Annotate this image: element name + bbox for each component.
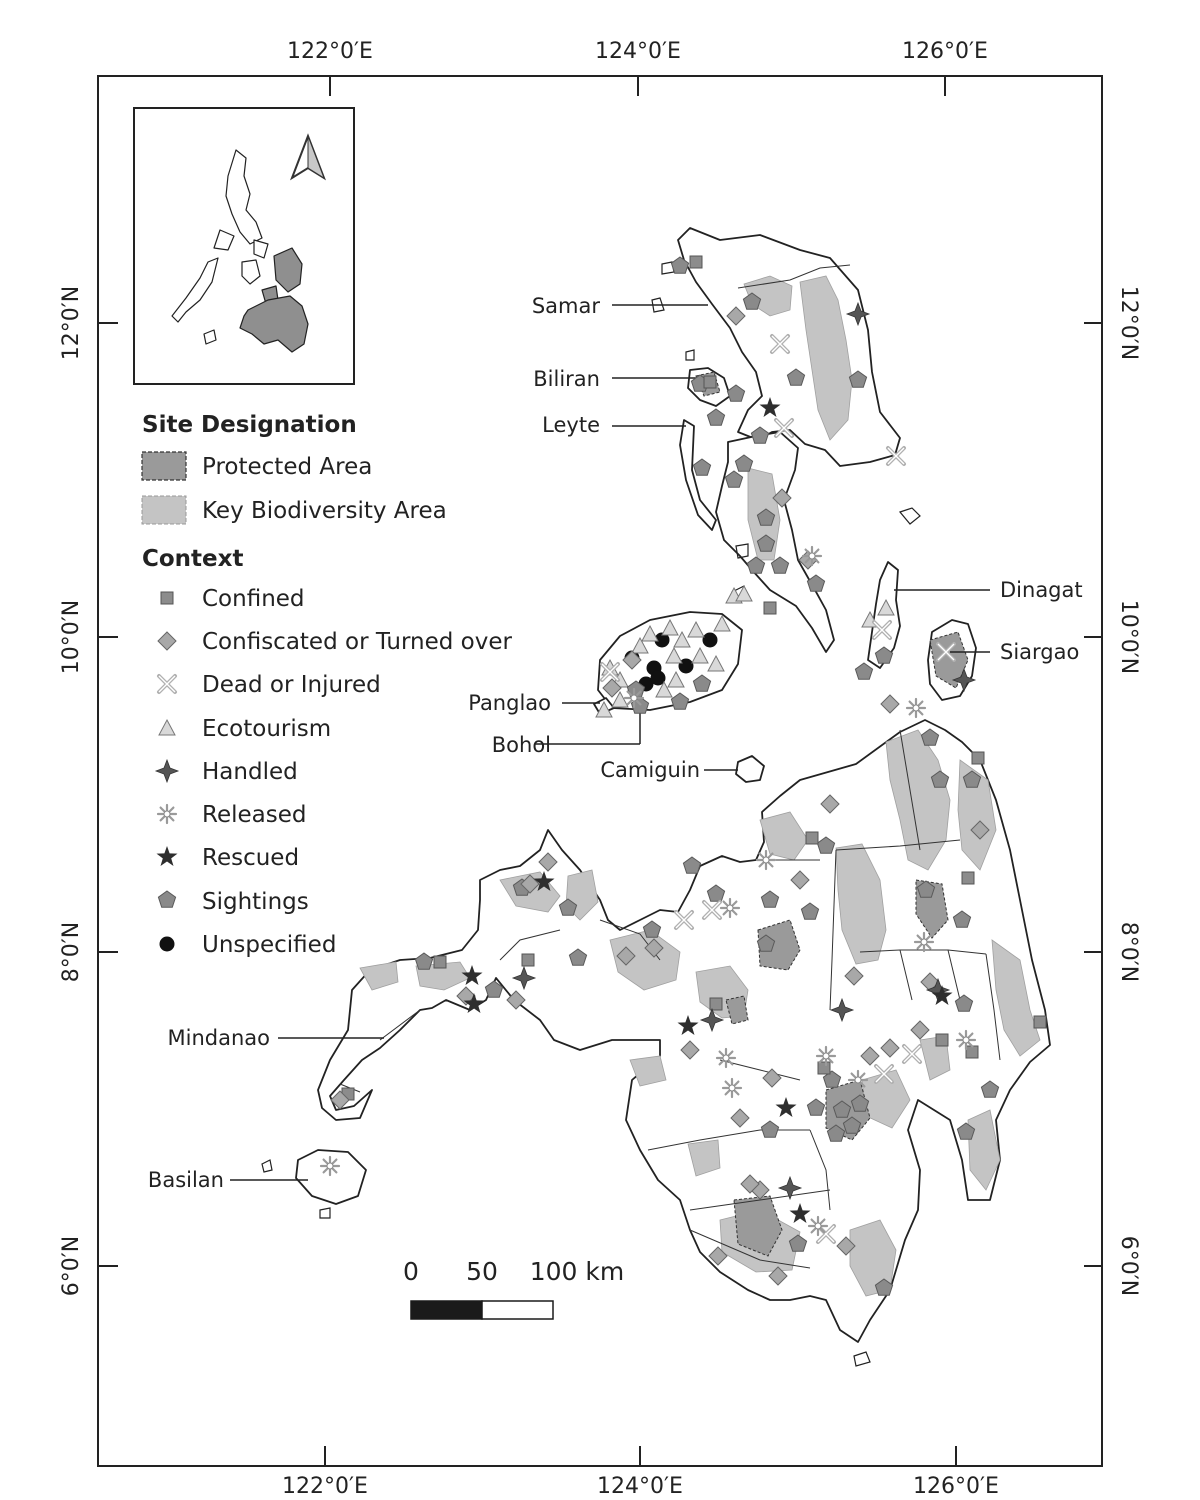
legend-kba: Key Biodiversity Area (202, 498, 447, 524)
scale-segment-white (482, 1301, 553, 1319)
marker-released (625, 689, 643, 707)
scale-label-50: 50 (466, 1257, 498, 1286)
place-label-biliran: Biliran (533, 367, 600, 391)
marker-confined (704, 376, 716, 388)
marker-released (321, 1157, 339, 1175)
legend-unspecified: Unspecified (202, 932, 337, 958)
place-label-camiguin: Camiguin (600, 758, 700, 782)
bottom-lon-label-2: 124°0′E (597, 1474, 683, 1499)
marker-released (817, 1047, 835, 1065)
marker-confined (972, 752, 984, 764)
legend-sightings: Sightings (202, 889, 309, 915)
place-label-siargao: Siargao (1000, 640, 1080, 664)
right-lat-label-2: 10°0′N (1116, 599, 1141, 675)
marker-released (757, 851, 775, 869)
scale-label-100: 100 km (529, 1257, 625, 1286)
marker-released (849, 1071, 867, 1089)
marker-confined (936, 1034, 948, 1046)
top-lon-label-1: 122°0′E (287, 39, 373, 64)
place-label-dinagat: Dinagat (1000, 578, 1083, 602)
left-lat-label-1: 12°0′N (59, 285, 84, 361)
scale-label-0: 0 (403, 1257, 419, 1286)
marker-confined (690, 256, 702, 268)
marker-confined (764, 602, 776, 614)
kba-swatch (142, 496, 186, 524)
top-lon-label-3: 126°0′E (902, 39, 988, 64)
marker-released (723, 1079, 741, 1097)
place-label-bohol: Bohol (491, 733, 551, 757)
left-lat-label-3: 8°0′N (59, 921, 84, 983)
place-label-samar: Samar (531, 294, 600, 318)
legend-handled: Handled (202, 759, 298, 785)
inset-map-frame (134, 108, 354, 384)
marker-confined (806, 832, 818, 844)
legend-rescued: Rescued (202, 845, 300, 871)
place-label-leyte: Leyte (542, 413, 600, 437)
marker-confined (962, 872, 974, 884)
right-lat-label-3: 8°0′N (1116, 921, 1141, 983)
square-icon (161, 592, 173, 604)
protected-area-swatch (142, 452, 186, 480)
marker-confined (710, 998, 722, 1010)
place-label-basilan: Basilan (147, 1168, 224, 1192)
marker-released (717, 1049, 735, 1067)
left-lat-label-4: 6°0′N (59, 1235, 84, 1297)
place-label-mindanao: Mindanao (167, 1026, 270, 1050)
marker-released (803, 547, 821, 565)
circle-icon (160, 937, 175, 952)
legend-confined: Confined (202, 586, 305, 612)
marker-confined (966, 1046, 978, 1058)
marker-confined (522, 954, 534, 966)
scale-segment-black (411, 1301, 482, 1319)
bottom-lon-label-3: 126°0′E (913, 1474, 999, 1499)
legend-confiscated: Confiscated or Turned over (202, 629, 512, 655)
burst-icon (158, 805, 176, 823)
marker-confined (1034, 1016, 1046, 1028)
right-lat-label-4: 6°0′N (1116, 1235, 1141, 1297)
left-lat-label-2: 10°0′N (59, 599, 84, 675)
marker-released (957, 1031, 975, 1049)
right-lat-label-1: 12°0′N (1116, 285, 1141, 361)
legend-protected-area: Protected Area (202, 454, 373, 480)
legend-designation-title: Site Designation (142, 412, 357, 438)
marker-confined (818, 1062, 830, 1074)
marker-released (809, 1217, 827, 1235)
legend-ecotourism: Ecotourism (202, 716, 332, 742)
marker-released (721, 899, 739, 917)
place-label-panglao: Panglao (468, 691, 551, 715)
marker-released (915, 933, 933, 951)
marker-unspecified (703, 633, 718, 648)
legend-released: Released (202, 802, 307, 828)
marker-confined (434, 956, 446, 968)
legend-context-title: Context (142, 546, 244, 572)
legend-dead-injured: Dead or Injured (202, 672, 381, 698)
marker-released (907, 699, 925, 717)
bottom-lon-label-1: 122°0′E (282, 1474, 368, 1499)
top-lon-label-2: 124°0′E (595, 39, 681, 64)
